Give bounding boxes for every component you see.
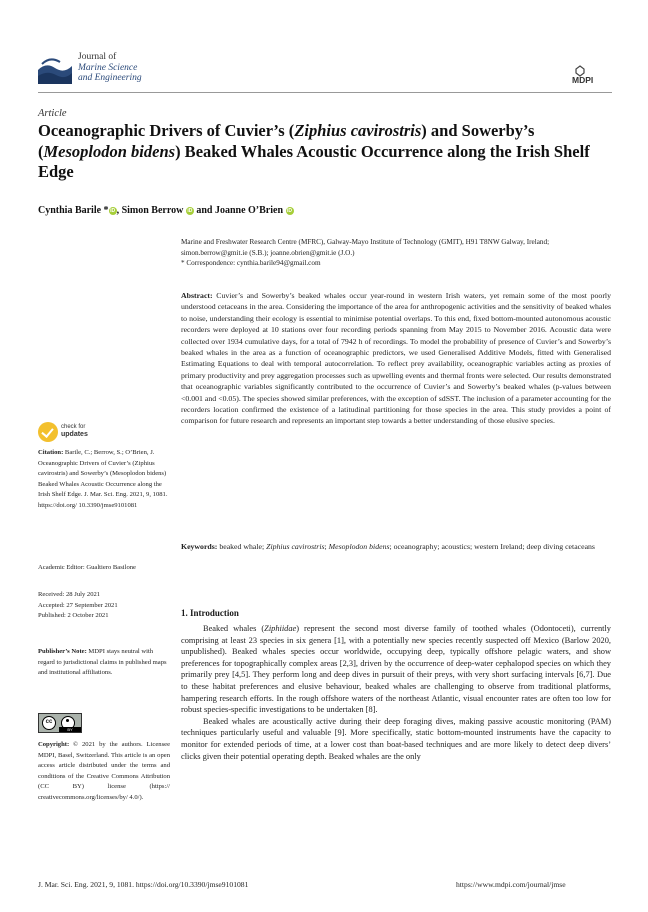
abstract-text: Cuvier’s and Sowerby’s beaked whales occur year-round in western Irish waters, yet remain some of the most poorly understood cetaceans in the area. Considering the importance of the area for anthropogenic activities and the sensitivity of beaked whales to noise, understanding their ecology is essential to minimise potential overlaps. To this end, fixed bottom-mounted autonomous acoustic recorders were deployed at 10 stations over four recording periods spanning from May 2015 to November 2016. Acoustic data were collected over 1934 cumulative days, for a total of 7942 h of recordings. To model the probability of presence of Cuvier’s and Sowerby’s beaked whales in the area as a function of oceanographic predictors, we used Generalised Additive Models, fitted with Generalised Estimating Equations to deal with temporal autocorrelation. To reflect prey availability, oceanographic variables acting as proxies of primary productivity and prey aggregation processes such as upwelling events and thermal fronts were selected. Our results demonstrated that oceanographic variables significantly contributed to the occurrence of Cuvier’s and Sowerby’s beaked whales (p-values between <0.001 and <0.05). The species showed similar preferences, with the exception of sdSST. The inclusion of a parameter accounting for the recorders location confirmed the existence of a latitudinal partitioning for those species in the area. This study provides a point of comparison for future research and represents an important step towards a better understanding of those elusive species.: [181, 291, 611, 426]
citation-text: Barile, C.; Berrow, S.; O’Brien, J. Oceanographic Drivers of Cuvier’s (Ziphius cavirostris) and Sowerby’s (Mesoplodon bidens) Beaked Whales Acoustic Occurrence along the Irish Shelf Edge. J. Mar. Sci. Eng. 2021, 9, 1081. https://doi.org/ 10.3390/jmse9101081: [38, 449, 168, 509]
journal-name-line2: Marine Science: [78, 62, 138, 73]
by-label: BY: [59, 727, 81, 732]
date-accepted: Accepted: 27 September 2021: [38, 601, 118, 609]
header-divider: [38, 92, 612, 93]
abstract: [181, 290, 611, 427]
journal-name-line1: Journal of: [78, 52, 117, 62]
authors: [38, 205, 294, 216]
copyright-label: Copyright:: [38, 741, 70, 748]
article-type: Article: [38, 108, 67, 119]
publisher-name: MDPI: [572, 75, 594, 84]
citation-label: Citation:: [38, 449, 64, 456]
journal-name-line3: and Engineering: [78, 73, 142, 83]
cc-icon: cc: [42, 716, 56, 730]
section-heading-introduction: 1. Introduction: [181, 608, 239, 618]
author-berrow[interactable]: , Simon Berrow: [116, 205, 184, 216]
abstract-label: Abstract:: [181, 291, 213, 300]
mdpi-logo-icon[interactable]: [570, 64, 612, 84]
check-for-updates-button[interactable]: [38, 420, 98, 446]
cc-by-license-badge[interactable]: [38, 713, 82, 733]
dates: [38, 590, 170, 622]
check-icon: [38, 422, 58, 442]
footer-citation[interactable]: J. Mar. Sci. Eng. 2021, 9, 1081. https://doi.org/10.3390/jmse9101081: [38, 880, 249, 889]
copyright: [38, 740, 170, 804]
publisher-note: [38, 647, 170, 679]
orcid-icon[interactable]: iD: [187, 208, 193, 214]
orcid-icon[interactable]: iD: [287, 208, 293, 214]
correspondence: * Correspondence: cynthia.barile94@gmail.com: [181, 259, 321, 267]
orcid-icon[interactable]: iD: [110, 208, 116, 214]
academic-editor: Academic Editor: Gualtiero Basilone: [38, 564, 136, 571]
citation: [38, 448, 170, 512]
introduction-body: [181, 623, 611, 762]
keywords-label: Keywords:: [181, 542, 218, 551]
copyright-text: © 2021 by the authors. Licensee MDPI, Basel, Switzerland. This article is an open access article distributed under the terms and conditions of the Creative Commons Attribution (CC BY) license (https:// creativecommons.org/licenses/by/ 4.0/).: [38, 741, 170, 801]
publisher-note-text: MDPI stays neutral with regard to jurisdictional claims in published maps and institutional affiliations.: [38, 648, 167, 677]
journal-name: [78, 52, 142, 84]
author-obrien[interactable]: and Joanne O’Brien: [193, 205, 284, 216]
journal-logo-icon: [38, 50, 72, 84]
publisher-note-label: Publisher’s Note:: [38, 648, 87, 655]
footer-journal-link[interactable]: https://www.mdpi.com/journal/jmse: [456, 880, 566, 889]
date-received: Received: 28 July 2021: [38, 591, 101, 598]
intro-paragraph-1: Beaked whales (Ziphiidae) represent the second most diverse family of toothed whales (Odontoceti), currently comprising at least 23 species in six genera [1], with a potentially new species recently suspected off Mexico (Barlow 2020, unpublished). Beaked whales species occur worldwide, occupying deep, typically offshore pelagic waters, and show preferences for topographically complex areas [2,3], driven by the occurrence of deep-water cephalopod species on which they primarily prey [4,5]. They perform long and deep dives in pursuit of their preys, with very short surfacing intervals [6,7]. Due to these habitat preferences and elusive behaviour, beaked whales are challenging to observe from traditional platforms, hampering research efforts. In the rough offshore waters of the northeast Atlantic, visual encounter rates are often too low for robust species-specific investigations to be undertaken [8].: [181, 624, 611, 715]
check-line2: updates: [61, 431, 88, 438]
keywords: Keywords: beaked whale; Ziphius cavirostris; Mesoplodon bidens; oceanography; acoustics; western Ireland; deep diving cetaceans: [181, 542, 595, 551]
author-barile[interactable]: Cynthia Barile *: [38, 205, 109, 216]
affiliation: [181, 237, 611, 269]
affiliation-text: Marine and Freshwater Research Centre (MFRC), Galway-Mayo Institute of Technology (GMIT), H91 T8NW Galway, Ireland; simon.berrow@gmit.ie (S.B.); joanne.obrien@gmit.ie (J.O.): [181, 238, 550, 257]
article-title: Oceanographic Drivers of Cuvier’s (Ziphius cavirostris) and Sowerby’s (Mesoplodon bidens) Beaked Whales Acoustic Occurrence along the Irish Shelf Edge: [38, 121, 590, 181]
check-line1: check for: [61, 424, 86, 430]
intro-paragraph-2: Beaked whales are acoustically active during their deep foraging dives, making passive acoustic monitoring (PAM) techniques particularly useful and valuable [9]. More specifically, static bottom-mounted instruments have the capacity to monitor for extended periods of time, at a lower cost than boat-based techniques and are more likely to detect deep divers’ clicks given their potential operating depth. Beaked whales are the only: [181, 716, 611, 761]
date-published: Published: 2 October 2021: [38, 612, 109, 620]
